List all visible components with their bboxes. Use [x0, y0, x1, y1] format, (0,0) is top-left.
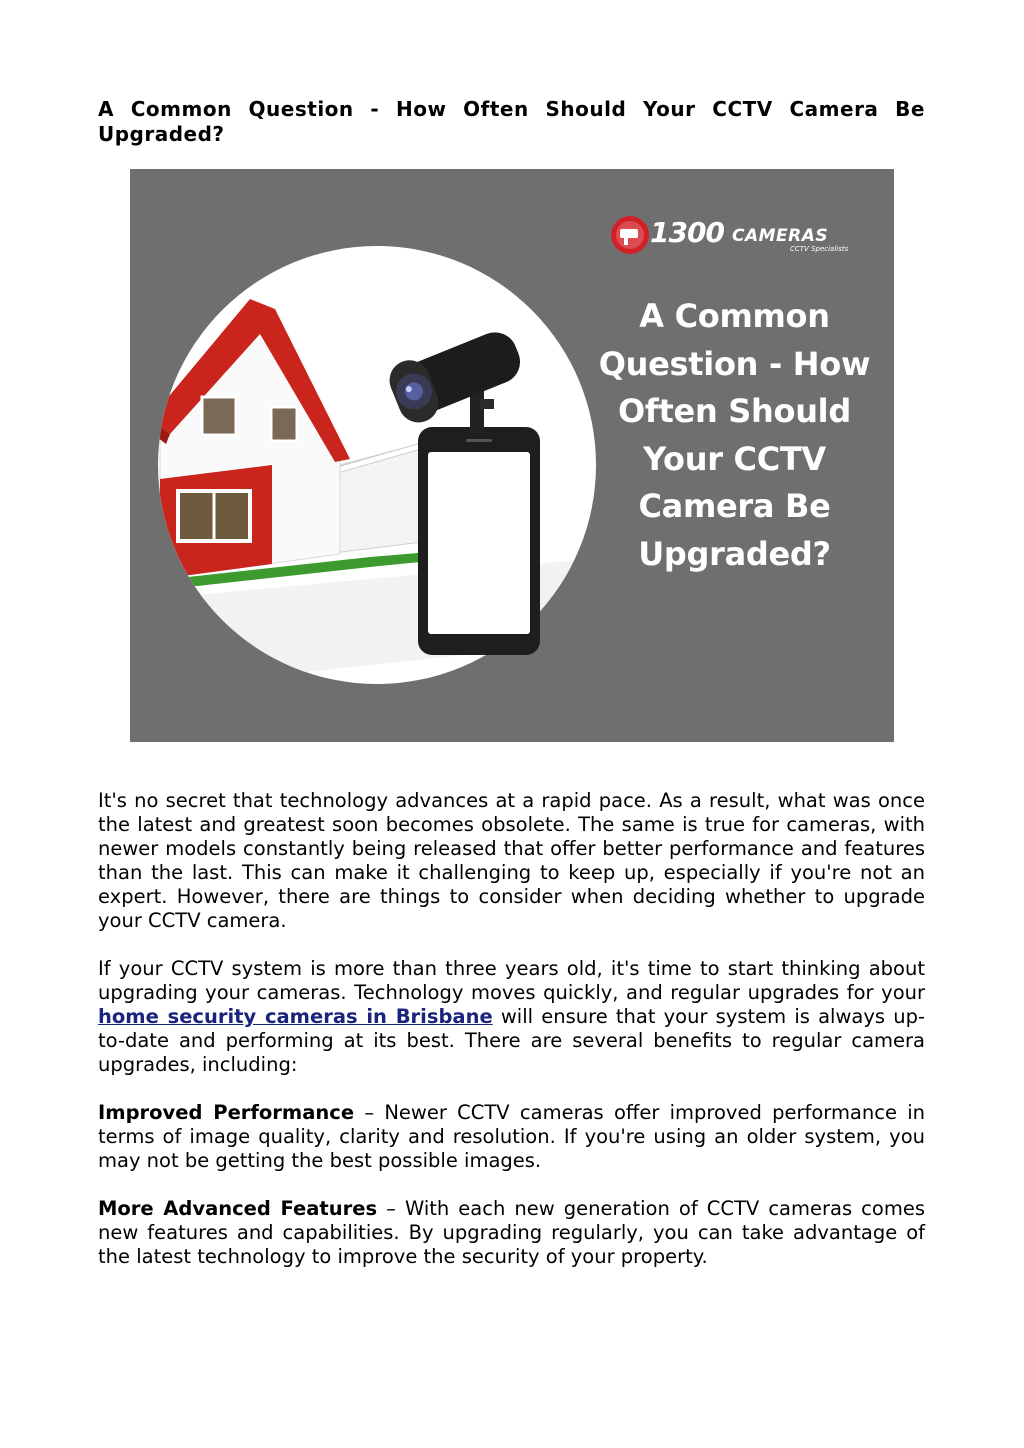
benefit-text: – Newer CCTV cameras offer improved performance in terms of image quality, clarity and resolution. If you're using an older system, you may not be getting the best possible images. [98, 1101, 925, 1172]
benefit-heading: Improved Performance [98, 1101, 355, 1124]
hero-heading-line: Your CCTV [643, 439, 826, 478]
brand-tagline: CCTV Specialists [790, 245, 849, 253]
hero-heading [582, 293, 887, 578]
hero-heading-line: Camera Be [638, 487, 831, 525]
hero-heading-line: Upgraded? [638, 534, 831, 573]
document-header [98, 97, 925, 147]
article-body [98, 789, 925, 1293]
benefit-heading: More Advanced Features [98, 1197, 378, 1220]
brand-word: CAMERAS [732, 226, 829, 246]
brand-wordmark [610, 214, 870, 256]
paragraph-improved-performance [98, 1101, 925, 1173]
home-security-cameras-link[interactable]: home security cameras in Brisbane [98, 1005, 493, 1028]
paragraph-upgrade [98, 957, 925, 1077]
benefit-text: – With each new generation of CCTV cameras comes new features and capabilities. By upgrading regularly, you can take advantage of the latest technology to improve the security of your property. [98, 1197, 925, 1268]
hero-image [130, 169, 894, 742]
hero-heading-line: Often Should [618, 392, 851, 430]
brand-number: 1300 [650, 216, 724, 249]
smartphone-icon [418, 427, 540, 655]
hero-heading-line: A Common [639, 297, 830, 335]
paragraph-text: If your CCTV system is more than three years old, it's time to start thinking about upgrading your cameras. Technology moves quickly, and regular upgrades for your [98, 957, 925, 1004]
page-title: A Common Question - How Often Should Your CCTV Camera Be Upgraded? [98, 97, 925, 146]
paragraph-intro: It's no secret that technology advances at a rapid pace. As a result, what was once the latest and greatest soon becomes obsolete. The same is true for cameras, with newer models constantly being released that offer better performance and features than the last. This can make it challenging to keep up, especially if you're not an expert. However, there are things to consider when deciding whether to upgrade your CCTV camera. [98, 789, 925, 932]
paragraph-advanced-features [98, 1197, 925, 1269]
hero-heading-line: Question - How [598, 344, 871, 383]
paragraph-text: will ensure that your system is always up-to-date and performing at its best. There are several benefits to regular camera upgrades, including: [98, 1005, 925, 1076]
